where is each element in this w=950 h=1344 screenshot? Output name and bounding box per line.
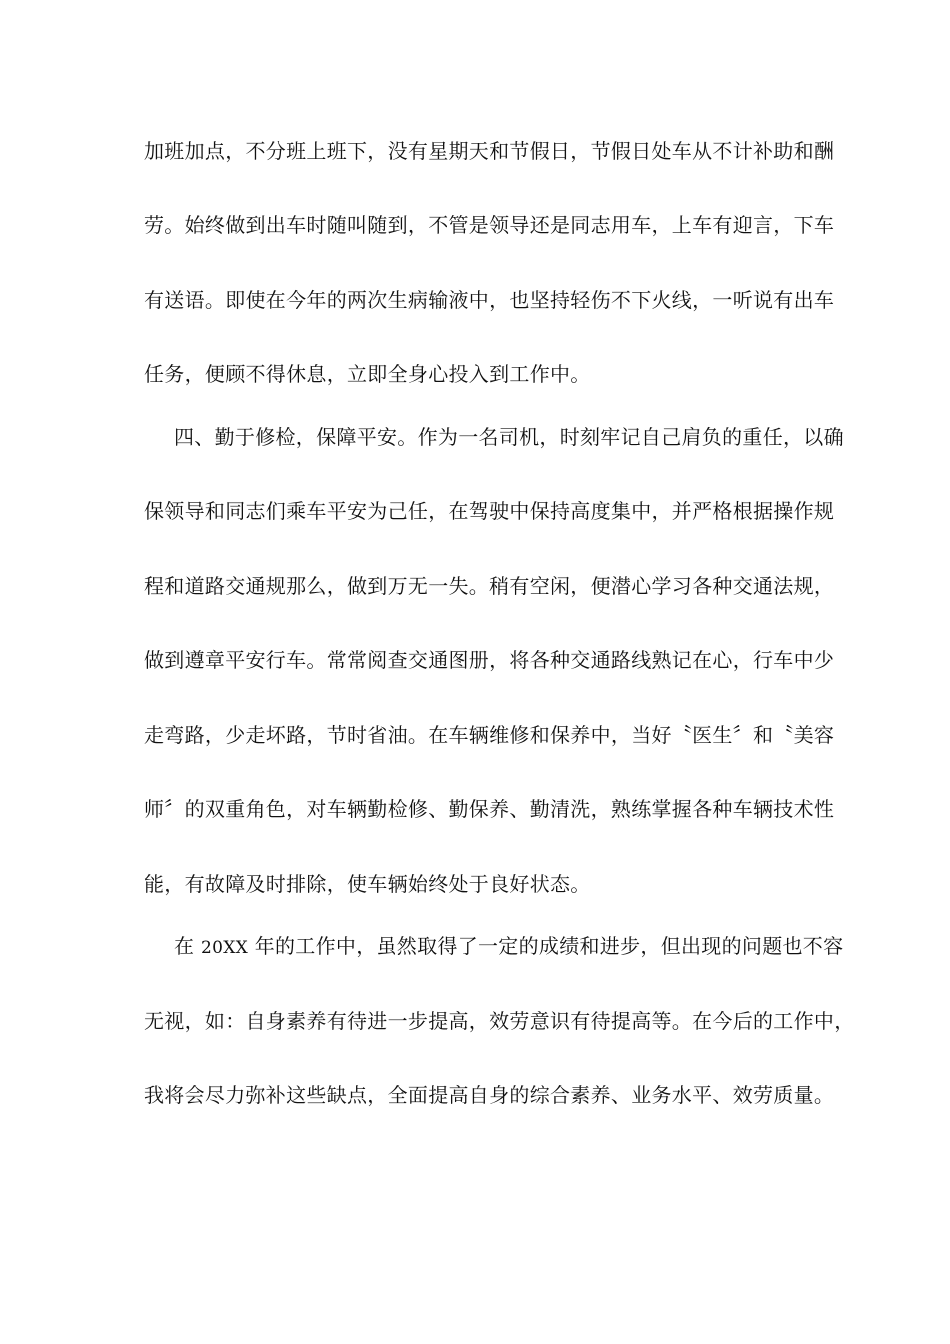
paragraph-line-13: 无视，如：自身素养有待进一步提高，效劳意识有待提高等。在今后的工作中， <box>144 1009 855 1033</box>
paragraph-line-4: 任务，便顾不得休息，立即全身心投入到工作中。 <box>144 362 591 386</box>
paragraph-line-12-rest: 年的工作中，虽然取得了一定的成绩和进步，但出现的问题也不容 <box>254 934 844 958</box>
paragraph-line-9: 走弯路，少走坏路，节时省油。在车辆维修和保养中，当好〝医生〞和〝美容 <box>144 723 835 747</box>
paragraph-line-12-prefix: 在 <box>174 934 195 958</box>
paragraph-line-5: 四、勤于修检，保障平安。作为一名司机，时刻牢记自己肩负的重任，以确 <box>174 425 844 449</box>
paragraph-line-14: 我将会尽力弥补这些缺点，全面提高自身的综合素养、业务水平、效劳质量。 <box>144 1083 835 1107</box>
paragraph-line-2: 劳。始终做到出车时随叫随到，不管是领导还是同志用车，上车有迎言，下车 <box>144 213 835 237</box>
paragraph-line-10: 师〞的双重角色，对车辆勤检修、勤保养、勤清洗，熟练掌握各种车辆技术性 <box>144 797 835 821</box>
paragraph-line-3: 有送语。即使在今年的两次生病输液中，也坚持轻伤不下火线，一听说有出车 <box>144 288 835 312</box>
paragraph-line-7: 程和道路交通规那么，做到万无一失。稍有空闲，便潜心学习各种交通法规， <box>144 574 835 598</box>
paragraph-line-1: 加班加点，不分班上班下，没有星期天和节假日，节假日处车从不计补助和酬 <box>144 139 835 163</box>
paragraph-line-8: 做到遵章平安行车。常常阅查交通图册，将各种交通路线熟记在心，行车中少 <box>144 648 835 672</box>
paragraph-line-6: 保领导和同志们乘车平安为己任，在驾驶中保持高度集中，并严格根据操作规 <box>144 499 835 523</box>
year-text: 20XX <box>200 938 249 958</box>
paragraph-line-11: 能，有故障及时排除，使车辆始终处于良好状态。 <box>144 872 591 896</box>
paragraph-line-12 <box>174 934 844 960</box>
